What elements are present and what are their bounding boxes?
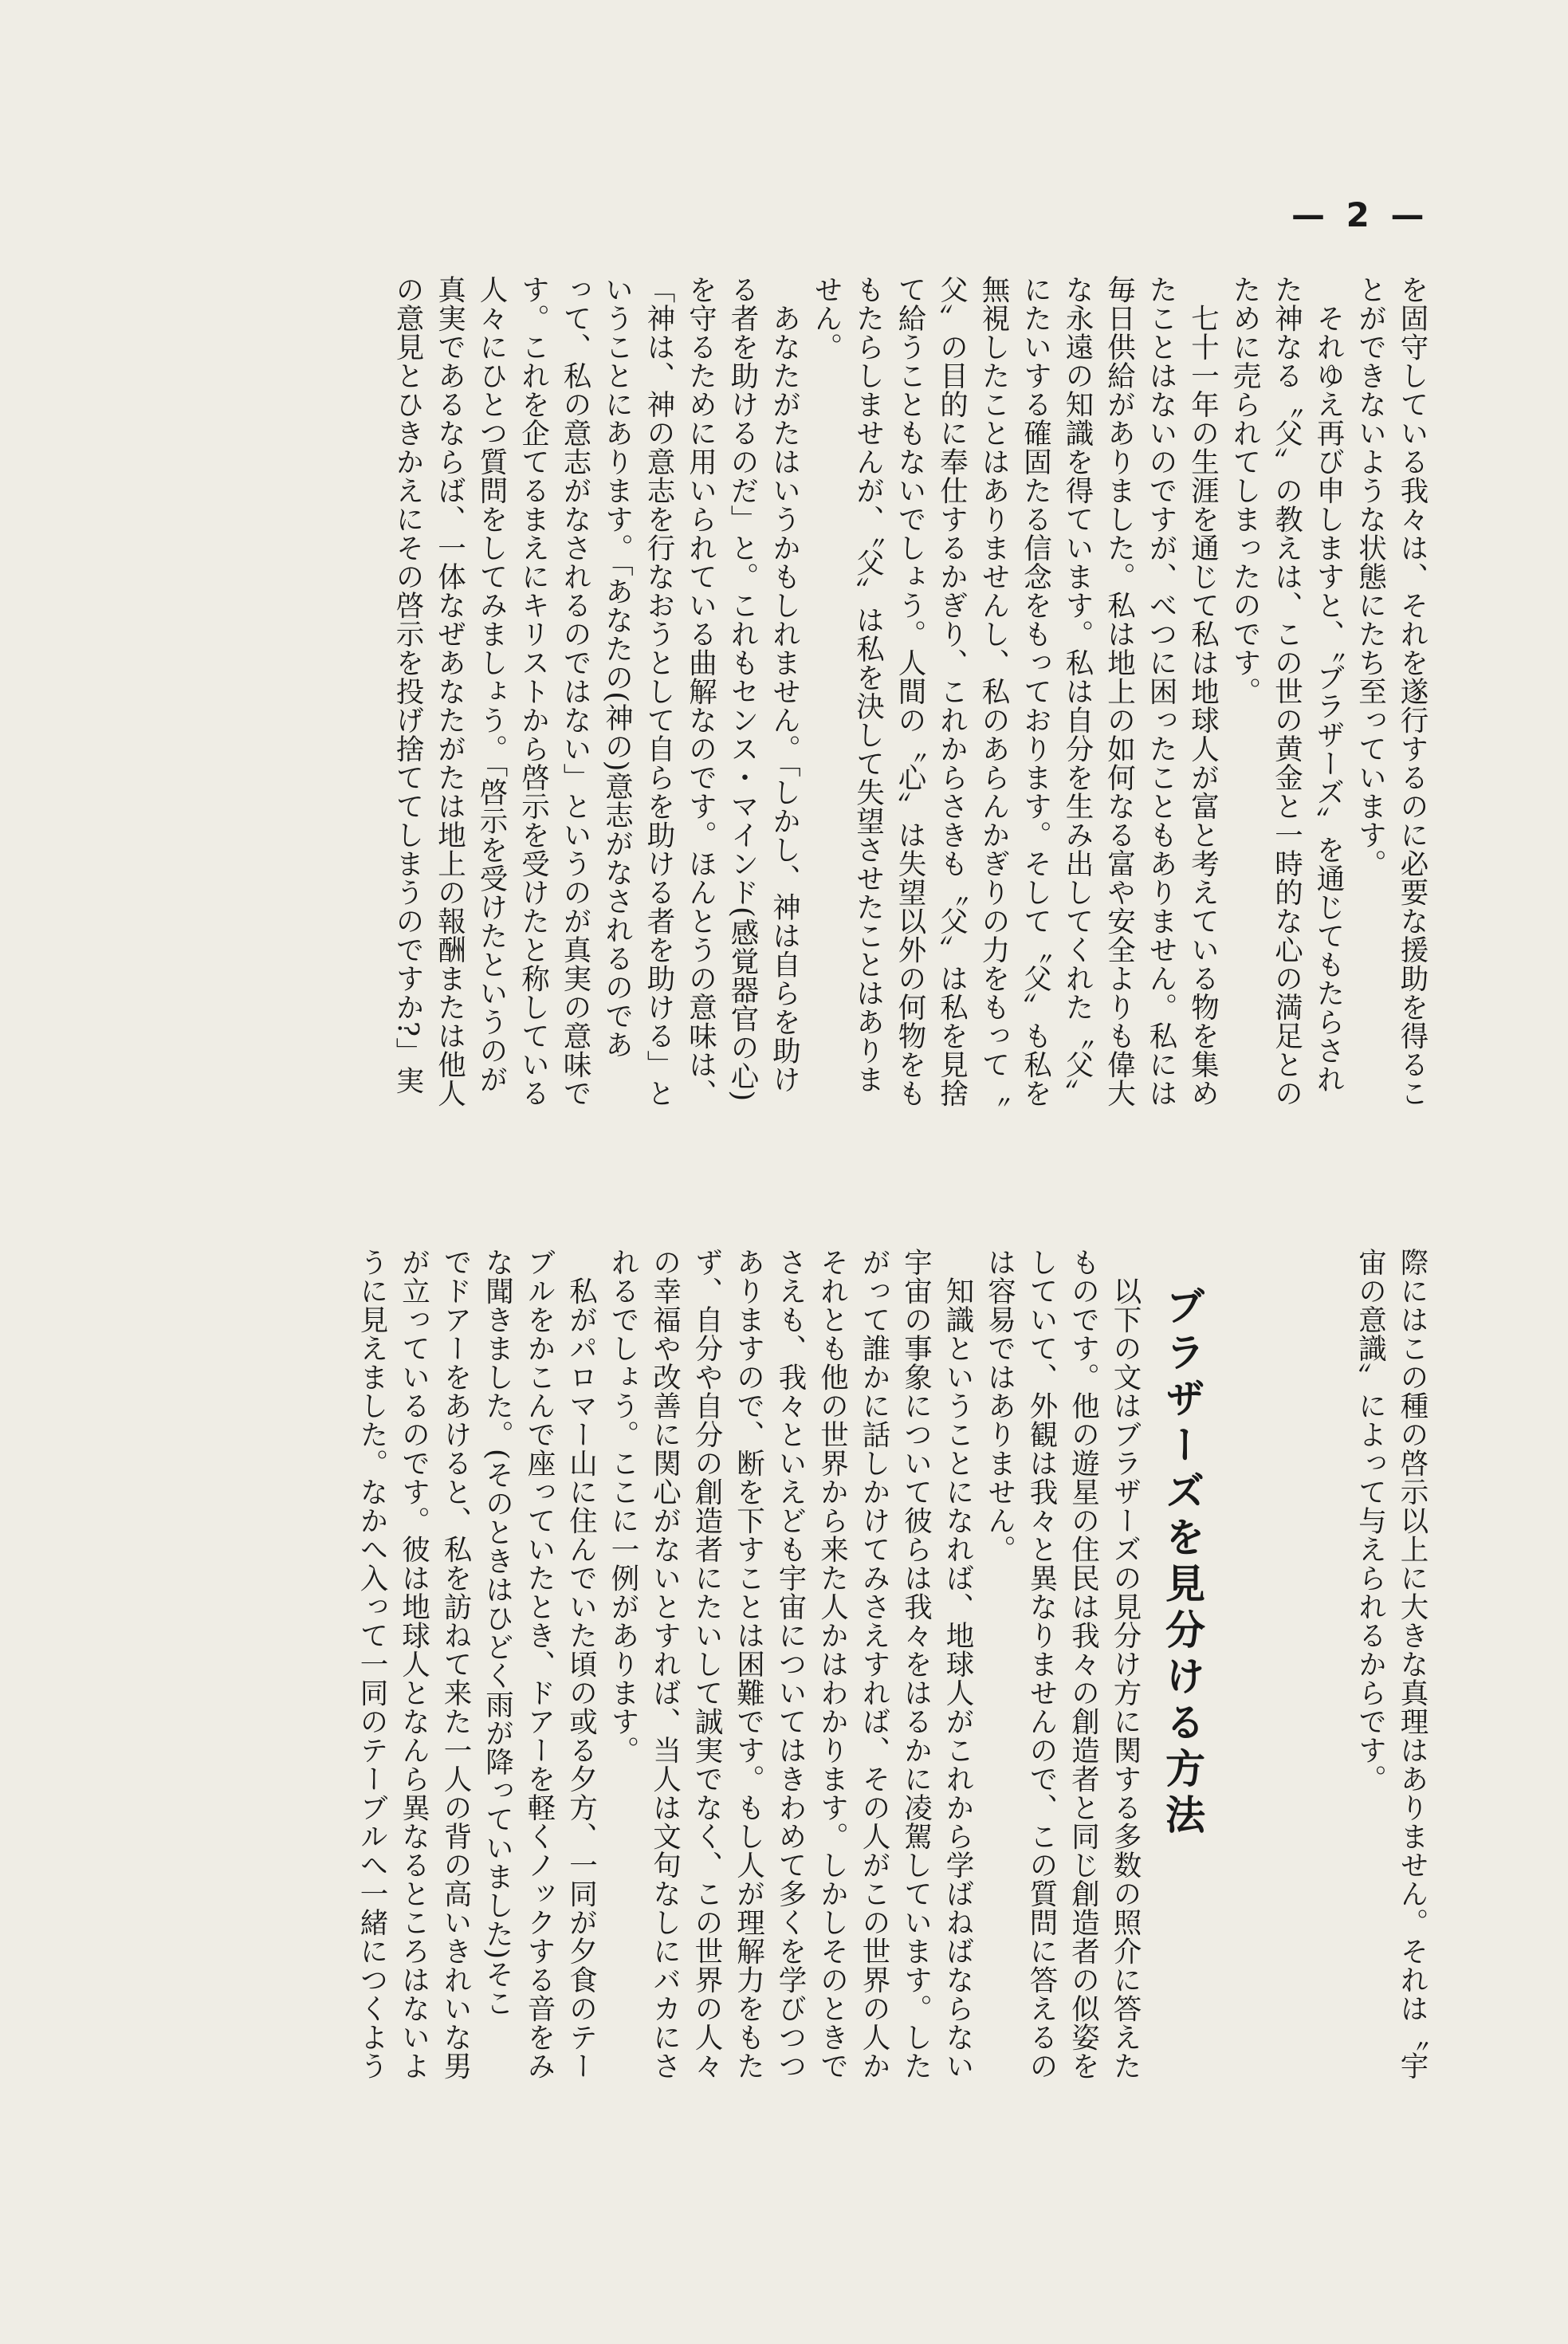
lower-tail-text-block xyxy=(1349,1248,1432,2185)
text-line: それゆえ再び申しますと、〝ブラザーズ〟を通じてもたらされ xyxy=(1312,303,1345,1093)
text-line: たことはないのですが、べつに困ったこともありません。私には xyxy=(1145,275,1177,1107)
text-line: 父〟の目的に奉仕するかぎり、これからさきも〝父〟は私を見捨 xyxy=(935,275,969,1107)
text-line: せん。 xyxy=(810,275,843,361)
text-line: 毎日供給がありました。私は地上の如何なる富や安全よりも偉大 xyxy=(1102,275,1136,1107)
text-line: 以下の文はブラザーズの見分け方に関する多数の照介に答えた xyxy=(1109,1276,1142,2080)
text-line: 七十一年の生涯を通じて私は地球人が富と考えている物を集め xyxy=(1186,303,1220,1107)
text-line: いうことにあります。「あなたの(神の)意志がなされるのであ xyxy=(600,275,634,1059)
text-line: 知識ということになれば、地球人がこれから学ばねばならない xyxy=(941,1276,974,2080)
text-line: ありますので、断を下すことは困難です。もし人が理解力をもた xyxy=(732,1248,765,2080)
text-line: 真実であるならば、一体なぜあなたがたは地上の報酬または他人 xyxy=(433,275,466,1107)
text-line: の幸福や改善に関心がないとすれば、当人は文句なしにバカにさ xyxy=(648,1248,682,2080)
text-line: た神なる〝父〟の教えは、この世の黄金と一時的な心の満足との xyxy=(1270,275,1303,1107)
text-line: 「神は、神の意志を行なおうとして自らを助ける者を助ける」と xyxy=(643,275,675,1107)
text-line: の意見とひきかえにその啓示を投げ捨ててしまうのですか?」実 xyxy=(391,275,424,1095)
text-line: とができないような状態にたち至っています。 xyxy=(1354,275,1387,878)
upper-text-block xyxy=(387,275,1433,1216)
text-line: って、私の意志がなされるのではない」というのが真実の意味で xyxy=(559,275,591,1107)
text-line: にたいする確固たる信念をもっております。そして〝父〟も私を xyxy=(1019,275,1052,1107)
text-line: それとも他の世界から来た人かはわかります。しかしそのときで xyxy=(815,1248,849,2080)
text-line: は容易ではありません。 xyxy=(983,1248,1016,1563)
text-line: 無視したことはありませんし、私のあらんかぎりの力をもって〝 xyxy=(977,275,1010,1107)
text-line: 私がパロマー山に住んでいた頃の或る夕方、一同が夕食のテー xyxy=(564,1276,598,2080)
text-line: もたらしませんが、〝父〟は私を決して失望させたことはありま xyxy=(851,275,885,1094)
text-line: がって誰かに話しかけてみさえすれば、その人がこの世界の人か xyxy=(858,1248,890,2080)
text-line: れるでしょう。ここに一例があります。 xyxy=(607,1248,639,1764)
text-line: ず、自分や自分の創造者にたいして誠実でなく、この世界の人々 xyxy=(690,1248,723,2080)
text-line: ブルをかこんで座っていたとき、ドアーを軽くノックする音をみ xyxy=(523,1248,556,2080)
text-line: さえも、我々といえども宇宙についてはきわめて多くを学びつつ xyxy=(774,1248,807,2080)
text-line: て給うこともないでしょう。人間の〝心〟は失望以外の何物をも xyxy=(894,275,926,1107)
text-line: る者を助けるのだ」と。これもセンス・マインド(感覚器官の心) xyxy=(726,275,759,1102)
text-line: 人々にひとつ質問をしてみましょう。「啓示を受けたというのが xyxy=(475,275,508,1094)
text-line: 宇宙の事象について彼らは我々をはるかに凌駕しています。した xyxy=(899,1248,933,2080)
text-line: あなたがたはいうかもしれません。「しかし、神は自らを助け xyxy=(768,303,801,1093)
page-number: — 2 — xyxy=(1291,195,1429,234)
text-line: な永遠の知識を得ています。私は自分を生み出してくれた〝父〟 xyxy=(1061,275,1094,1107)
text-line: す。これを企てるまえにキリストから啓示を受けたと称している xyxy=(517,275,550,1107)
text-line: を守るために用いられている曲解なのです。ほんとうの意味は、 xyxy=(684,275,717,1107)
section-heading: ブラザーズを見分ける方法 xyxy=(1159,1285,1205,1840)
text-line: を固守している我々は、それを遂行するのに必要な援助を得るこ xyxy=(1396,275,1428,1107)
text-line: 際にはこの種の啓示以上に大きな真理はありません。それは〝宇 xyxy=(1396,1248,1428,2080)
text-line: ものです。他の遊星の住民は我々の創造者と同じ創造者の似姿を xyxy=(1067,1248,1100,2080)
lower-body-text-block xyxy=(351,1248,1146,2185)
text-line: うに見えました。なかへ入って一同のテーブルへ一緒につくよう xyxy=(356,1248,388,2080)
text-line: ために売られてしまったのです。 xyxy=(1228,275,1261,706)
text-line: していて、外観は我々と異なりませんので、この質問に答えるの xyxy=(1025,1248,1058,2080)
text-line: 宙の意識〟によって与えられるからです。 xyxy=(1354,1248,1387,1793)
text-line: な聞きました。(そのときはひどく雨が降っていました)そこ xyxy=(481,1248,514,2017)
text-line: が立っているのです。彼は地球人となんら異なるところはないよ xyxy=(397,1248,430,2080)
text-line: でドアーをあけると、私を訪ねて来た一人の背の高いきれいな男 xyxy=(439,1248,472,2080)
